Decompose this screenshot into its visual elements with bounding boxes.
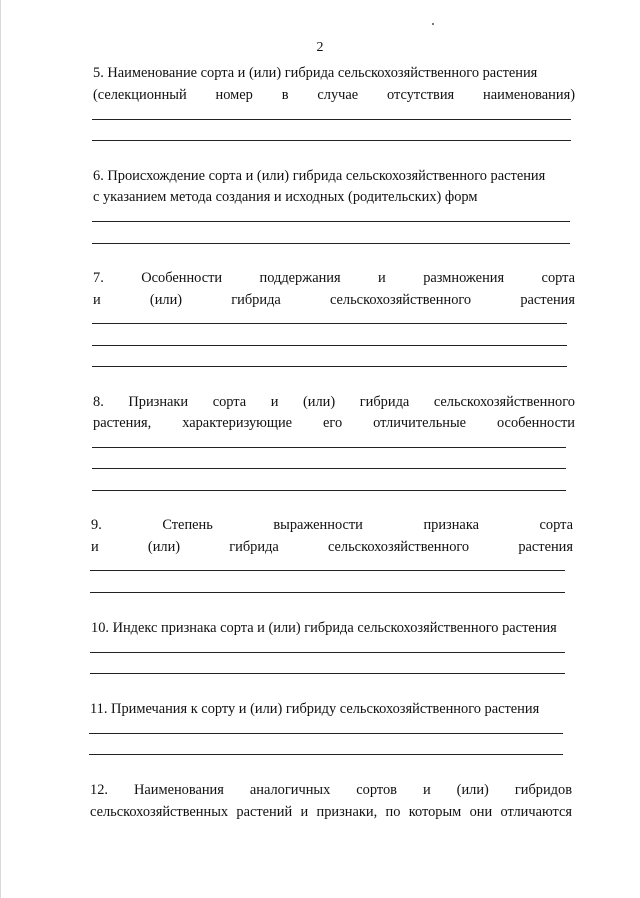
section-12-line-1: 12. Наименования аналогичных сортов и (или) гибридов <box>90 782 572 798</box>
answer-line <box>92 323 567 324</box>
answer-line <box>92 366 567 367</box>
answer-line <box>92 447 566 448</box>
section-9-line-1: 9. Степень выраженности признака сорта <box>91 517 573 533</box>
answer-line <box>90 592 565 593</box>
page-number: 2 <box>316 40 324 55</box>
answer-line <box>90 570 565 571</box>
answer-line <box>89 733 563 734</box>
section-5-line-2: (селекционный номер в случае отсутствия наименования) <box>93 87 575 103</box>
section-12-line-2: сельскохозяйственных растений и признаки, по которым они отличаются <box>90 804 572 820</box>
section-7-line-1: 7. Особенности поддержания и размножения сорта <box>93 270 575 286</box>
answer-line <box>92 345 567 346</box>
scan-edge <box>0 0 1 898</box>
answer-line <box>92 468 566 469</box>
answer-line <box>92 490 566 491</box>
section-6-line-2: с указанием метода создания и исходных (родительских) форм <box>93 189 478 205</box>
section-11-line-1: 11. Примечания к сорту и (или) гибриду сельскохозяйственного растения <box>90 701 540 717</box>
section-8-line-2: растения, характеризующие его отличительные особенности <box>93 415 575 431</box>
answer-line <box>90 652 565 653</box>
answer-line <box>90 673 565 674</box>
answer-line <box>92 119 571 120</box>
section-8-line-1: 8. Признаки сорта и (или) гибрида сельскохозяйственного <box>93 394 575 410</box>
section-10-line-1: 10. Индекс признака сорта и (или) гибрида сельскохозяйственного растения <box>91 620 557 636</box>
answer-line <box>92 221 570 222</box>
answer-line <box>92 140 571 141</box>
answer-line <box>92 243 570 244</box>
section-9-line-2: и (или) гибрида сельскохозяйственного растения <box>91 539 573 555</box>
section-7-line-2: и (или) гибрида сельскохозяйственного растения <box>93 292 575 308</box>
section-6-line-1: 6. Происхождение сорта и (или) гибрида сельскохозяйственного растения <box>93 168 546 184</box>
section-5-line-1: 5. Наименование сорта и (или) гибрида сельскохозяйственного растения <box>93 65 538 81</box>
scan-speck <box>432 23 434 25</box>
answer-line <box>89 754 563 755</box>
